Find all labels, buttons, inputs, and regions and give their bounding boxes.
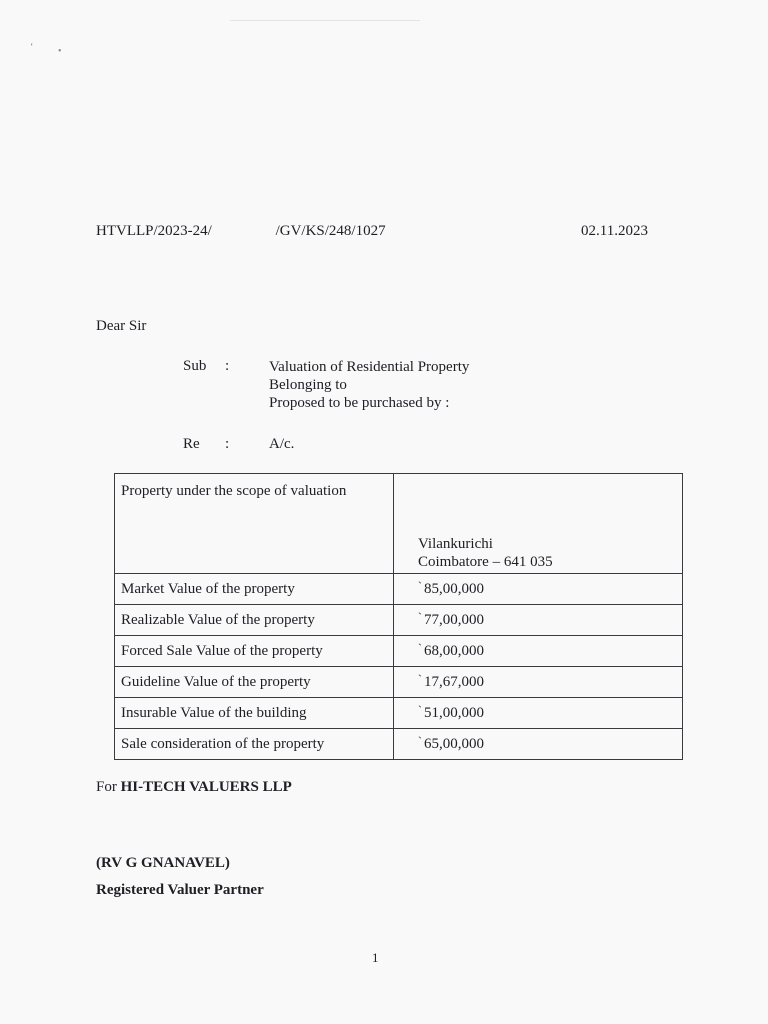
row-label: Forced Sale Value of the property xyxy=(115,636,394,667)
for-prefix: For xyxy=(96,779,117,795)
row-value-amount: 17,67,000 xyxy=(424,673,484,690)
company-name: HI-TECH VALUERS LLP xyxy=(120,779,292,795)
subject-line: Belonging to xyxy=(269,377,347,393)
row-value-amount: 68,00,000 xyxy=(424,642,484,659)
row-value-amount: 77,00,000 xyxy=(424,611,484,628)
scan-artifact-line xyxy=(230,20,420,21)
row-value xyxy=(394,698,683,729)
rupee-icon: ` xyxy=(418,578,422,593)
salutation: Dear Sir xyxy=(96,318,147,334)
table-row xyxy=(115,605,683,636)
table-header-row xyxy=(115,474,683,574)
rupee-icon: ` xyxy=(418,671,422,686)
re-block xyxy=(183,436,294,453)
row-label: Sale consideration of the property xyxy=(115,729,394,760)
subject-line: Valuation of Residential Property xyxy=(269,359,470,375)
for-company-line xyxy=(96,779,292,796)
signatory-name: (RV G GNANAVEL) xyxy=(96,855,230,871)
reference-number: HTVLLP/2023-24/ /GV/KS/248/1027 xyxy=(96,223,386,239)
row-value xyxy=(394,574,683,605)
re-label: Re xyxy=(183,436,200,452)
reference-line xyxy=(96,223,648,240)
property-scope-label: Property under the scope of valuation xyxy=(115,474,394,574)
subject-line: Proposed to be purchased by : xyxy=(269,395,450,411)
row-value xyxy=(394,636,683,667)
table-row xyxy=(115,574,683,605)
scan-speck: • xyxy=(58,46,62,57)
re-value: A/c. xyxy=(269,436,295,452)
row-label: Insurable Value of the building xyxy=(115,698,394,729)
address-line: Vilankurichi xyxy=(418,536,493,552)
property-address xyxy=(394,474,683,574)
letter-date: 02.11.2023 xyxy=(581,223,648,239)
row-value xyxy=(394,667,683,698)
subject-block xyxy=(183,358,469,412)
scan-speck: ‘ xyxy=(30,42,34,53)
table-row xyxy=(115,698,683,729)
subject-colon: : xyxy=(225,358,230,374)
rupee-icon: ` xyxy=(418,733,422,748)
row-value-amount: 51,00,000 xyxy=(424,704,484,721)
signatory-title: Registered Valuer Partner xyxy=(96,882,264,898)
table-row xyxy=(115,636,683,667)
re-colon: : xyxy=(225,436,230,452)
subject-lines xyxy=(269,358,469,412)
address-line: Coimbatore – 641 035 xyxy=(418,554,553,570)
rupee-icon: ` xyxy=(418,702,422,717)
rupee-icon: ` xyxy=(418,609,422,624)
row-value xyxy=(394,605,683,636)
page-number: 1 xyxy=(372,950,379,965)
rupee-icon: ` xyxy=(418,640,422,655)
row-label: Market Value of the property xyxy=(115,574,394,605)
row-label: Guideline Value of the property xyxy=(115,667,394,698)
table-row xyxy=(115,729,683,760)
table-row xyxy=(115,667,683,698)
row-value-amount: 85,00,000 xyxy=(424,580,484,597)
row-value xyxy=(394,729,683,760)
valuation-table xyxy=(114,473,683,760)
row-value-amount: 65,00,000 xyxy=(424,735,484,752)
row-label: Realizable Value of the property xyxy=(115,605,394,636)
subject-label: Sub xyxy=(183,358,207,374)
